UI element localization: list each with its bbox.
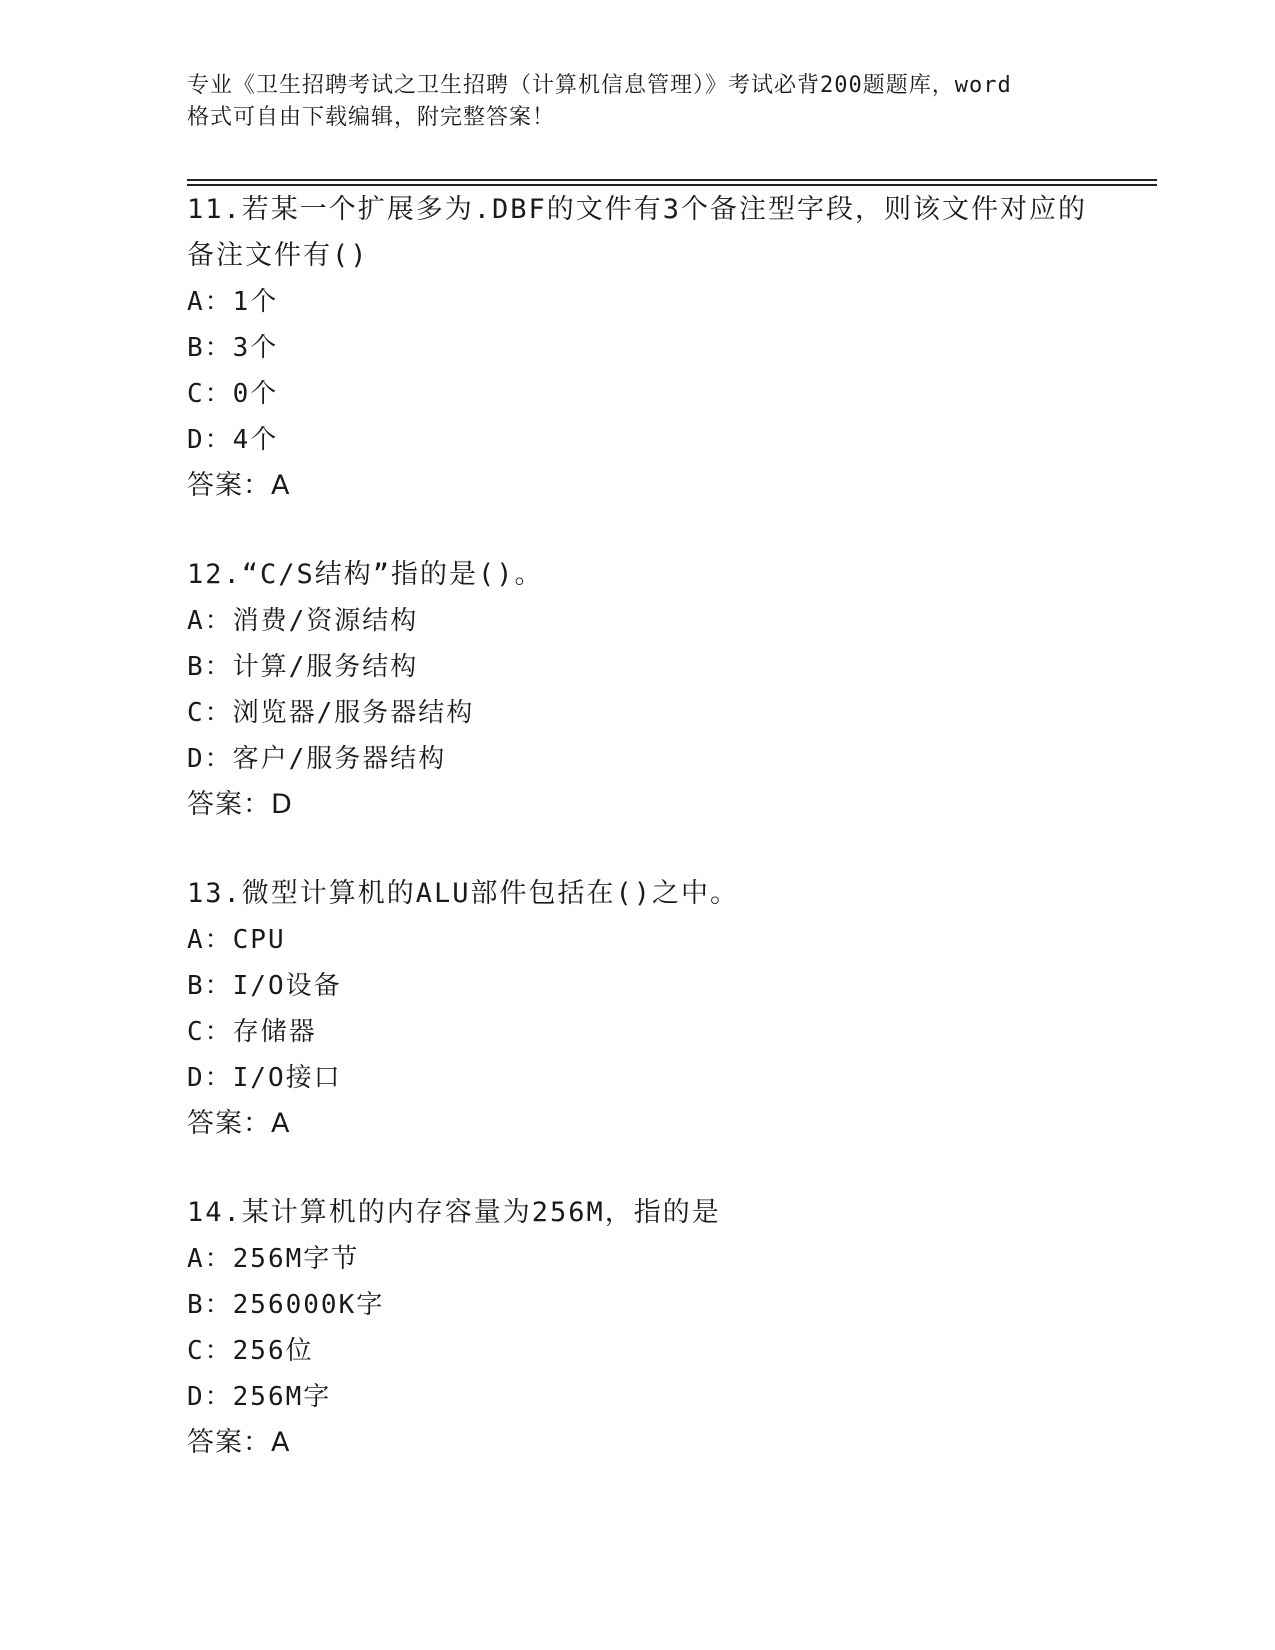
option-d: D：256M字: [187, 1382, 332, 1412]
question-stem-line: 备注文件有(): [187, 240, 369, 271]
answer-line: 答案：A: [187, 470, 291, 501]
option-b: B：I/O设备: [187, 971, 342, 1001]
option-a: A：消费/资源结构: [187, 606, 419, 636]
question-stem: [187, 552, 1147, 598]
option-a: A：CPU: [187, 925, 286, 955]
document-header: [187, 70, 1087, 134]
answer-line: 答案：A: [187, 1108, 291, 1139]
question-stem-line: 14.某计算机的内存容量为256M，指的是: [187, 1197, 721, 1228]
option-c: C：浏览器/服务器结构: [187, 698, 475, 728]
option-c: C：存储器: [187, 1017, 317, 1047]
question-11: [187, 187, 1147, 509]
answer-line: 答案：D: [187, 789, 293, 820]
answer-line: 答案：A: [187, 1427, 291, 1458]
option-c: C：256位: [187, 1336, 314, 1366]
question-stem: [187, 187, 1147, 279]
question-stem-line: 11.若某一个扩展多为.DBF的文件有3个备注型字段，则该文件对应的: [187, 194, 1088, 225]
question-stem: [187, 871, 1147, 917]
header-line-1: 专业《卫生招聘考试之卫生招聘（计算机信息管理）》考试必背200题题库，word: [187, 73, 1012, 98]
option-d: D：I/O接口: [187, 1063, 342, 1093]
option-d: D：客户/服务器结构: [187, 744, 447, 774]
option-a: A：256M字节: [187, 1244, 360, 1274]
question-stem: [187, 1190, 1147, 1236]
question-12: [187, 552, 1147, 828]
header-divider-top: [187, 179, 1157, 181]
header-line-2: 格式可自由下载编辑，附完整答案！: [187, 105, 556, 130]
option-b: B：256000K字: [187, 1290, 385, 1320]
option-b: B：计算/服务结构: [187, 652, 419, 682]
question-14: [187, 1190, 1147, 1466]
question-13: [187, 871, 1147, 1147]
option-b: B：3个: [187, 333, 279, 363]
question-stem-line: 12.“C/S结构”指的是()。: [187, 559, 544, 590]
question-stem-line: 13.微型计算机的ALU部件包括在()之中。: [187, 878, 740, 909]
option-a: A：1个: [187, 287, 279, 317]
header-divider-bottom: [187, 184, 1157, 186]
option-d: D：4个: [187, 425, 279, 455]
option-c: C：0个: [187, 379, 279, 409]
